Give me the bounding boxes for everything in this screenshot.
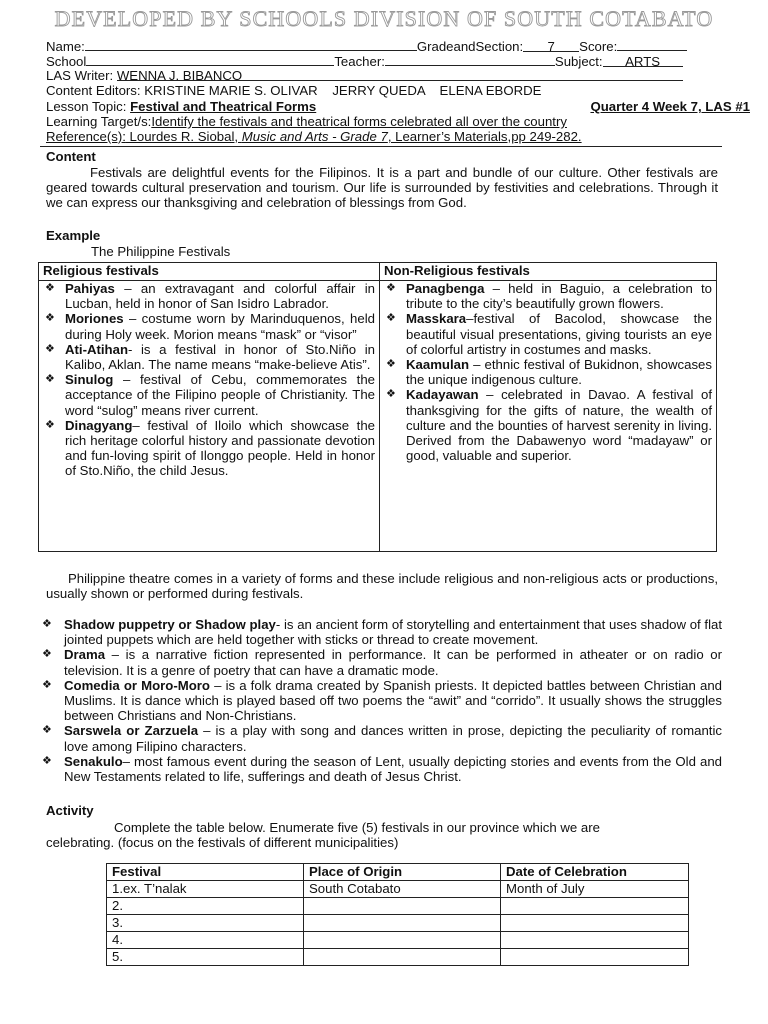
cell-date[interactable] bbox=[501, 932, 689, 949]
table-row bbox=[107, 881, 689, 898]
activity-table bbox=[106, 863, 689, 966]
cell-place[interactable] bbox=[304, 932, 501, 949]
subject-label: Subject: bbox=[554, 54, 603, 69]
example-heading: Example bbox=[46, 228, 101, 243]
cell-date[interactable] bbox=[501, 949, 689, 966]
header-divider bbox=[40, 146, 722, 147]
table-row bbox=[107, 898, 689, 915]
religious-list bbox=[43, 281, 375, 479]
activity-instruction-1: Complete the table below. Enumerate five (5) festivals in our province which we are bbox=[114, 820, 600, 835]
content-editors-label: Content Editors: bbox=[46, 83, 141, 98]
score-field[interactable] bbox=[617, 38, 687, 51]
header-line-lesson bbox=[46, 99, 750, 114]
subject-value: ARTS bbox=[625, 54, 661, 69]
cell-date[interactable] bbox=[501, 898, 689, 915]
theatre-intro: Philippine theatre comes in a variety of forms and these include religious and non-religious acts or productions, usually shown or performed during festivals. bbox=[46, 571, 718, 602]
nonreligious-list bbox=[384, 281, 712, 463]
cell-place[interactable] bbox=[304, 915, 501, 932]
col-date: Date of Celebration bbox=[501, 864, 689, 881]
list-item: ❖ Moriones – costume worn by Marinduquenos, held during Holy week. Morion means “mask” or “visor” bbox=[43, 311, 375, 341]
las-writer-label: LAS Writer: bbox=[46, 68, 114, 83]
reference-title: Music and Arts - Grade 7 bbox=[241, 129, 388, 144]
theatre-forms-list bbox=[40, 617, 722, 784]
header-line-target bbox=[46, 114, 736, 129]
cell-place[interactable] bbox=[304, 949, 501, 966]
list-item: ❖ Dinagyang– festival of Iloilo which showcase the rich heritage colorful history and passionate devotion and fun-loving spirit of Ilonggo people. Held in honor of Sto.Niño, the child Jesus. bbox=[43, 418, 375, 479]
cell-date[interactable] bbox=[501, 915, 689, 932]
header-line-name bbox=[46, 38, 736, 54]
header-line-school bbox=[46, 53, 736, 69]
learning-target-label: Learning Target/s: bbox=[46, 114, 152, 129]
lesson-topic-label: Lesson Topic: bbox=[46, 99, 127, 114]
list-item: ❖ Drama – is a narrative fiction represented in performance. It can be performed in atheater or on radio or television. It is a genre of poetry that can have a dramatic mode. bbox=[40, 647, 722, 677]
quarter-label: Quarter 4 Week 7, LAS #1 bbox=[590, 99, 750, 114]
list-item: ❖ Masskara–festival of Bacolod, showcase the beautiful visual presentations, giving tourists an eye of colorful artistry in costumes and masks. bbox=[384, 311, 712, 357]
festivals-table bbox=[38, 262, 717, 552]
cell-festival[interactable]: 3. bbox=[107, 915, 304, 932]
subject-field[interactable] bbox=[603, 54, 683, 67]
example-subtitle: The Philippine Festivals bbox=[91, 244, 231, 259]
nonreligious-cell bbox=[380, 281, 717, 552]
name-field[interactable] bbox=[85, 38, 417, 51]
lesson-topic-value: Festival and Theatrical Forms bbox=[130, 99, 317, 114]
cell-place[interactable]: South Cotabato bbox=[304, 881, 501, 898]
col-place: Place of Origin bbox=[304, 864, 501, 881]
list-item: ❖ Comedia or Moro-Moro – is a folk drama created by Spanish priests. It depicted battles between Christian and Muslims. It is dance which is played based off two poems the “awit” and “corrido”. It usually shows the struggles between Christians and Non-Christians. bbox=[40, 678, 722, 724]
content-paragraph: Festivals are delightful events for the Filipinos. It is a part and bundle of our culture. Other festivals are geared towards cultural preservation and tourism. Our life is surrounded by festivities and celebrations. Through it we can express our thanksgiving and celebration of blessings from God. bbox=[46, 165, 718, 211]
nonreligious-header: Non-Religious festivals bbox=[380, 263, 717, 281]
list-item: ❖ Ati-Atihan- is a festival in honor of Sto.Niño in Kalibo, Aklan. The name means “make-believe Atis”. bbox=[43, 342, 375, 372]
table-row bbox=[107, 915, 689, 932]
cell-festival[interactable]: 1.ex. T’nalak bbox=[107, 881, 304, 898]
teacher-field[interactable] bbox=[385, 53, 555, 66]
content-editors-value: KRISTINE MARIE S. OLIVAR JERRY QUEDA ELENA EBORDE bbox=[144, 83, 542, 98]
list-item: ❖ Sinulog – festival of Cebu, commemorates the acceptance of the Filipino people of Christianity. The word “sulog” means river current. bbox=[43, 372, 375, 418]
header-line-editors bbox=[46, 83, 736, 98]
cell-festival[interactable]: 2. bbox=[107, 898, 304, 915]
cell-festival[interactable]: 4. bbox=[107, 932, 304, 949]
las-writer-field bbox=[117, 68, 683, 81]
activity-heading: Activity bbox=[46, 803, 94, 818]
religious-cell bbox=[39, 281, 380, 552]
table-row bbox=[107, 932, 689, 949]
table-row bbox=[107, 949, 689, 966]
col-festival: Festival bbox=[107, 864, 304, 881]
list-item: ❖ Panagbenga – held in Baguio, a celebration to tribute to the city’s beautifully grown flowers. bbox=[384, 281, 712, 311]
reference-rest: , Learner’s Materials,pp 249-282. bbox=[387, 129, 582, 144]
list-item: ❖ Kadayawan – celebrated in Davao. A festival of thanksgiving for the gifts of nature, the wealth of culture and the bounties of harvest serenity in living. Derived from the Dabawenyo word “madayaw” or good, valuable and superior. bbox=[384, 387, 712, 463]
reference-label: Reference(s): bbox=[46, 129, 126, 144]
watermark: DEVELOPED BY SCHOOLS DIVISION OF SOUTH COTABATO bbox=[54, 6, 714, 31]
list-item: ❖ Kaamulan – ethnic festival of Bukidnon, showcases the unique indigenous culture. bbox=[384, 357, 712, 387]
religious-header: Religious festivals bbox=[39, 263, 380, 281]
grade-value: 7 bbox=[547, 39, 555, 54]
school-label: School bbox=[46, 54, 87, 69]
list-item: ❖ Pahiyas – an extravagant and colorful affair in Lucban, held in honor of San Isidro Labrador. bbox=[43, 281, 375, 311]
las-writer-value: WENNA J. BIBANCO bbox=[116, 68, 243, 83]
content-heading: Content bbox=[46, 149, 96, 164]
grade-section-label: GradeandSection: bbox=[416, 39, 524, 54]
list-item: ❖ Sarswela or Zarzuela – is a play with song and dances written in prose, depicting the peculiarity of romantic love among Filipino characters. bbox=[40, 723, 722, 753]
name-label: Name: bbox=[46, 39, 85, 54]
activity-header-row bbox=[107, 864, 689, 881]
activity-instruction-2: celebrating. (focus on the festivals of different municipalities) bbox=[46, 835, 399, 850]
header-line-writer bbox=[46, 68, 736, 83]
cell-date[interactable]: Month of July bbox=[501, 881, 689, 898]
learning-target-value: Identify the festivals and theatrical forms celebrated all over the country bbox=[151, 114, 567, 129]
reference-author: Lourdes R. Siobal, bbox=[125, 129, 242, 144]
score-label: Score: bbox=[579, 39, 618, 54]
header-line-reference bbox=[46, 129, 736, 144]
cell-festival[interactable]: 5. bbox=[107, 949, 304, 966]
list-item: ❖ Senakulo– most famous event during the season of Lent, usually depicting stories and events from the Old and New Testaments related to life, sufferings and death of Jesus Christ. bbox=[40, 754, 722, 784]
list-item: ❖ Shadow puppetry or Shadow play- is an ancient form of storytelling and entertainment that uses shadow of flat jointed puppets which are held together with sticks or thread to create movement. bbox=[40, 617, 722, 647]
cell-place[interactable] bbox=[304, 898, 501, 915]
school-field[interactable] bbox=[86, 53, 334, 66]
grade-field[interactable] bbox=[523, 39, 579, 52]
teacher-label: Teacher: bbox=[334, 54, 385, 69]
